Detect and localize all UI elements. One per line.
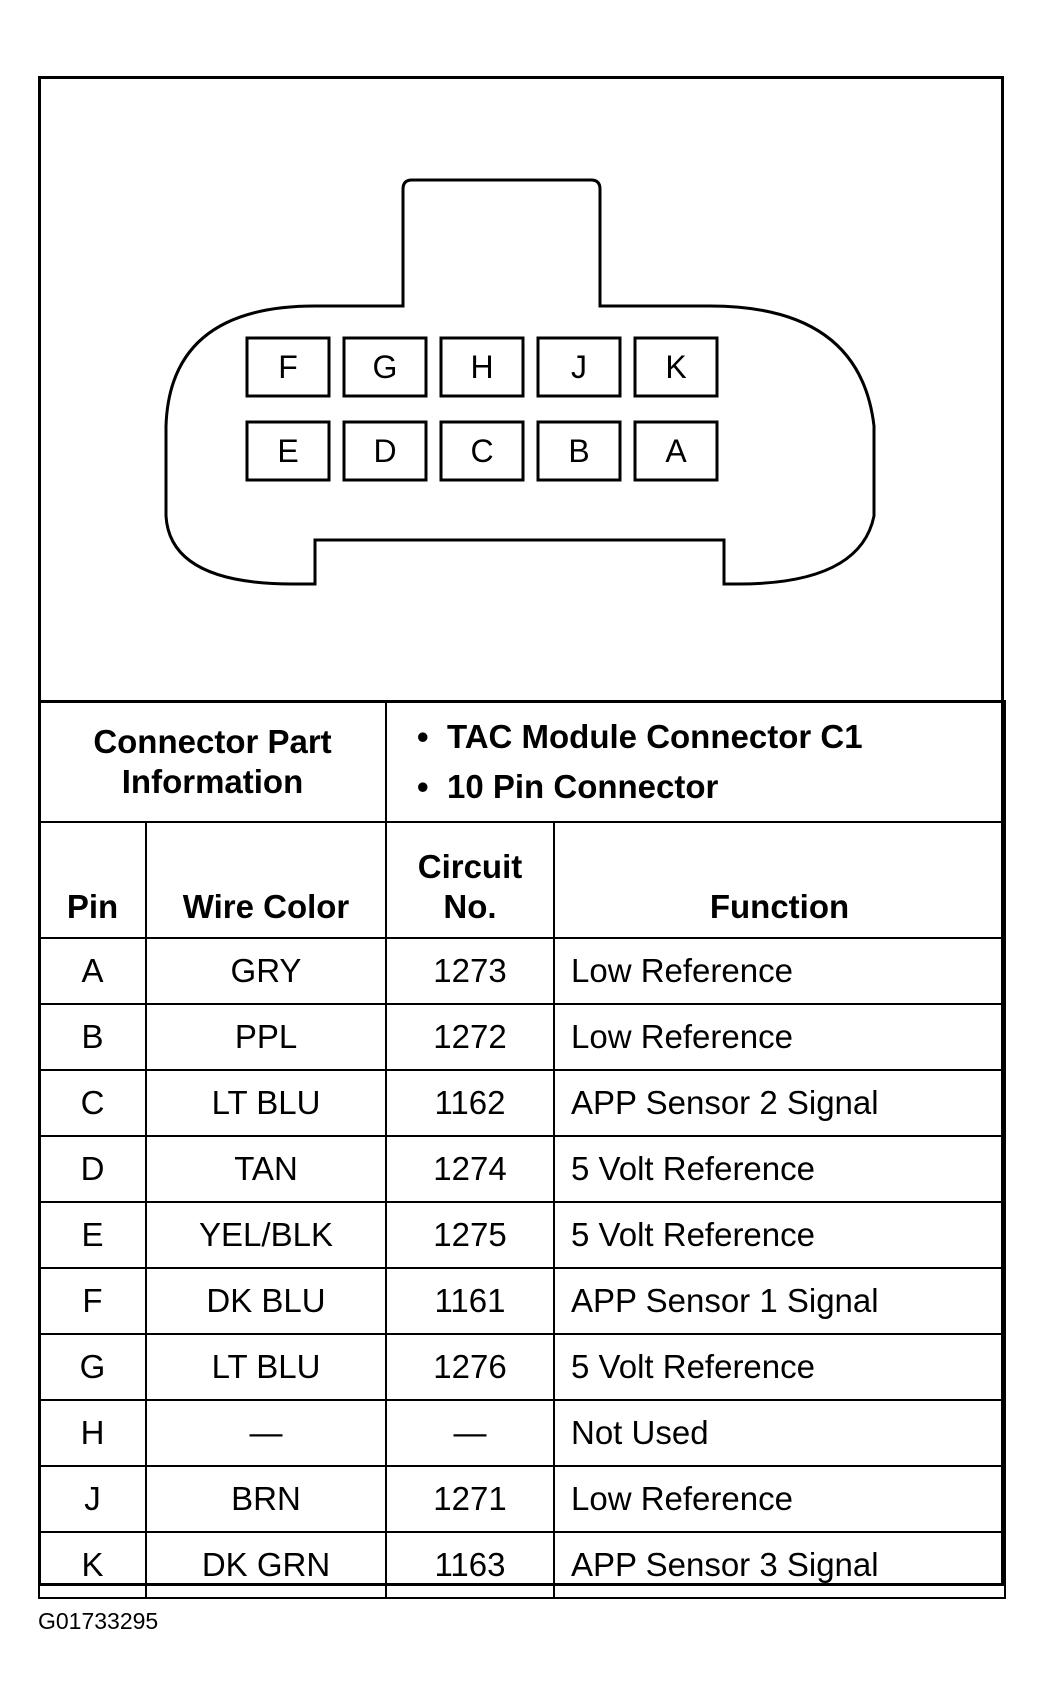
column-header-row [39,822,1005,938]
function-cell: APP Sensor 3 Signal [554,1532,1005,1598]
pin-label: K [665,349,687,385]
pin-cell: D [39,1136,146,1202]
pin-label: J [571,349,587,385]
pin-label: C [470,433,494,469]
function-cell: APP Sensor 2 Signal [554,1070,1005,1136]
pin-cell: J [39,1466,146,1532]
part-info-row [39,702,1005,823]
table-row [39,1334,1005,1400]
table-row [39,1136,1005,1202]
header-function: Function [554,822,1005,938]
pin-label: E [277,433,299,469]
pin-cell: E [39,1202,146,1268]
wire-color-cell: DK BLU [146,1268,386,1334]
header-wire-color: Wire Color [146,822,386,938]
pin-label: H [470,349,494,385]
table-row [39,1532,1005,1598]
pin-cell: K [39,1532,146,1598]
pin-cell: C [39,1070,146,1136]
figure-code: G01733295 [38,1608,159,1634]
function-cell: Low Reference [554,938,1005,1004]
bullet-item: • 10 Pin Connector [417,768,719,805]
circuit-cell: 1275 [386,1202,554,1268]
function-cell: Not Used [554,1400,1005,1466]
pin-cell: H [39,1400,146,1466]
table-row [39,1070,1005,1136]
circuit-cell: 1272 [386,1004,554,1070]
pin-label: F [278,349,298,385]
function-cell: Low Reference [554,1004,1005,1070]
wire-color-cell: GRY [146,938,386,1004]
pin-cell: F [39,1268,146,1334]
pin-label: A [665,433,687,469]
pin-cell: B [39,1004,146,1070]
circuit-cell: — [386,1400,554,1466]
part-info-bullets [386,702,1005,823]
wire-color-cell: LT BLU [146,1070,386,1136]
bullet-item: • TAC Module Connector C1 [417,718,863,755]
circuit-cell: 1163 [386,1532,554,1598]
circuit-cell: 1273 [386,938,554,1004]
circuit-cell: 1271 [386,1466,554,1532]
pin-label: B [568,433,590,469]
pin-cell: G [39,1334,146,1400]
table-row [39,1466,1005,1532]
table-row [39,1400,1005,1466]
wire-color-cell: PPL [146,1004,386,1070]
wire-color-cell: — [146,1400,386,1466]
circuit-cell: 1274 [386,1136,554,1202]
wire-color-cell: DK GRN [146,1532,386,1598]
wire-color-cell: BRN [146,1466,386,1532]
function-cell: 5 Volt Reference [554,1202,1005,1268]
circuit-cell: 1276 [386,1334,554,1400]
connector-info-table [38,700,1006,1599]
circuit-cell: 1161 [386,1268,554,1334]
table-row [39,1004,1005,1070]
wire-color-cell: YEL/BLK [146,1202,386,1268]
connector-housing-outline [166,180,874,584]
circuit-cell: 1162 [386,1070,554,1136]
function-cell: 5 Volt Reference [554,1136,1005,1202]
header-circuit-no: Circuit No. [386,822,554,938]
wire-color-cell: LT BLU [146,1334,386,1400]
function-cell: Low Reference [554,1466,1005,1532]
function-cell: APP Sensor 1 Signal [554,1268,1005,1334]
header-pin: Pin [39,822,146,938]
part-info-label: Connector Part Information [39,702,386,823]
pin-cell: A [39,938,146,1004]
wire-color-cell: TAN [146,1136,386,1202]
table-row [39,938,1005,1004]
pin-label: G [372,349,398,385]
function-cell: 5 Volt Reference [554,1334,1005,1400]
connector-face-diagram [38,76,1004,700]
pin-label: D [373,433,397,469]
table-row [39,1268,1005,1334]
table-row [39,1202,1005,1268]
